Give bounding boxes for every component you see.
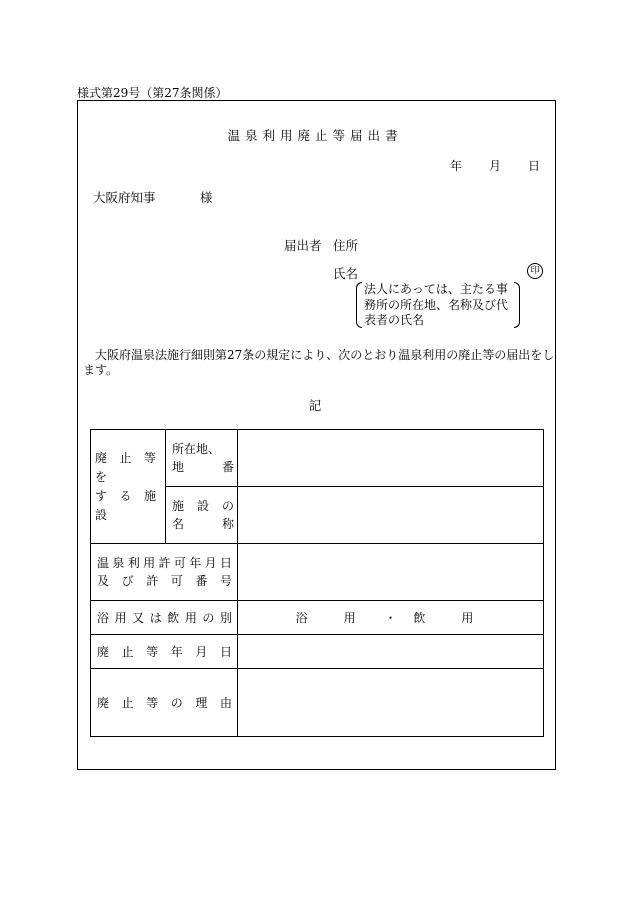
reason-value-cell[interactable] [238, 669, 544, 737]
date-day: 日 [527, 159, 540, 173]
bath-or-drink-label [91, 601, 238, 635]
table-row [91, 430, 544, 487]
drink-option[interactable]: 飲 用 [413, 611, 486, 625]
facility-name-line2: 名 称 [172, 517, 234, 531]
name-label: 氏名 [333, 266, 359, 281]
facility-name-line1: 施設の [172, 499, 234, 513]
details-table [90, 429, 544, 737]
permit-line1: 温泉利用許可年月日 [97, 556, 232, 570]
location-label [166, 430, 238, 487]
left-brace [356, 282, 362, 328]
address-label: 住所 [333, 238, 359, 253]
reason-label [91, 669, 238, 737]
abolition-date-label-text: 廃止等年月日 [97, 644, 232, 659]
facility-name-value-cell[interactable] [238, 487, 544, 544]
middle-dot: ・ [384, 611, 397, 625]
table-row [91, 669, 544, 737]
ki-heading: 記 [308, 398, 322, 413]
document-title: 温泉利用廃止等届出書 [227, 128, 403, 143]
date-line [450, 157, 540, 174]
permit-label [91, 544, 238, 601]
addressee-honorific: 様 [200, 190, 213, 205]
location-value-cell[interactable] [238, 430, 544, 487]
table-row [91, 635, 544, 669]
statement-text: 大阪府温泉法施行細則第27条の規定により、次のとおり温泉利用の廃止等の届出をします。 [83, 348, 555, 377]
facility-name-label [166, 487, 238, 544]
right-brace [514, 282, 520, 328]
corporate-note [360, 282, 512, 328]
abolition-date-label [91, 635, 238, 669]
seal-mark: 印 [527, 263, 543, 279]
date-month: 月 [488, 159, 501, 173]
bath-option[interactable]: 浴 用 [295, 611, 368, 625]
permit-line2: 及び許可番号 [97, 574, 232, 588]
facility-group-line1: 廃止等を [95, 450, 161, 484]
bath-or-drink-label-text: 浴用又は飲用の別 [97, 610, 232, 625]
facility-group-line2: する施設 [95, 488, 161, 522]
facility-group-label [91, 430, 166, 544]
location-line1: 所在地、 [172, 442, 221, 456]
reason-label-text: 廃止等の理由 [97, 695, 232, 710]
form-number: 様式第29号（第27条関係） [77, 86, 228, 100]
addressee-name: 大阪府知事 [93, 190, 156, 205]
date-year: 年 [450, 159, 463, 173]
permit-value-cell[interactable] [238, 544, 544, 601]
table-row [91, 544, 544, 601]
bath-or-drink-value-cell[interactable] [238, 601, 544, 635]
location-line2: 地 番 [172, 460, 234, 474]
notifier-label: 届出者 [284, 238, 322, 253]
table-row [91, 601, 544, 635]
corporate-note-text: 法人にあっては、主たる事務所の所在地、名称及び代表者の氏名 [364, 282, 509, 327]
abolition-date-value-cell[interactable] [238, 635, 544, 669]
